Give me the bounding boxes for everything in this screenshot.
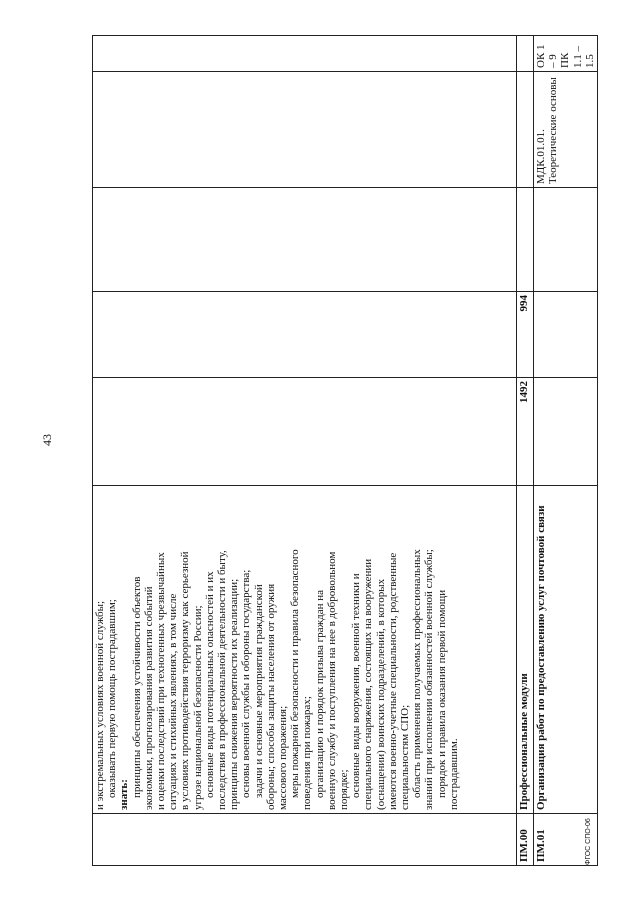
- footer-label: ФГОС СПО-06: [585, 818, 592, 865]
- content-line: и оценки последствий при техногенных чрезвычайных: [155, 552, 168, 810]
- content-line: массового поражения;: [277, 705, 290, 810]
- content-cell: [93, 486, 517, 814]
- empty-cell: [517, 36, 534, 72]
- content-line: угрозе национальной безопасности России;: [191, 605, 204, 810]
- module-name: Профессиональные модули: [517, 486, 534, 814]
- content-line: порядок и правила оказания первой помощи: [435, 589, 448, 798]
- module-name: Организация работ по предоставлению услуг почтовой связи: [534, 486, 598, 814]
- class-hours-cell: [93, 292, 517, 378]
- ok-codes: ОК 1 – 9: [535, 44, 560, 68]
- module-code: ПМ.00: [517, 814, 534, 866]
- content-line: оказывать первую помощь пострадавшим;: [106, 599, 119, 798]
- max-hours-cell: [93, 378, 517, 486]
- content-line: принципы снижения вероятности их реализации;: [228, 578, 241, 810]
- content-line: организацию и порядок призыва граждан на: [313, 590, 326, 798]
- content-line: ситуациях и стихийных явлениях, в том числе: [167, 593, 180, 810]
- empty-cell: [534, 378, 598, 486]
- content-line: основы военной службы и обороны государства;: [240, 569, 253, 798]
- curriculum-table: [92, 35, 598, 866]
- mdk-name: Теоретические основы: [547, 77, 560, 184]
- content-line: обороны; способы защиты населения от оружия: [264, 583, 277, 810]
- table-row: [534, 36, 598, 866]
- content-line: меры пожарной безопасности и правила безопасного: [289, 549, 302, 798]
- empty-cell: [534, 292, 598, 378]
- empty-cell: [517, 188, 534, 292]
- max-hours-value: 1492: [517, 378, 534, 486]
- content-line: пострадавшим.: [447, 738, 460, 810]
- content-line: задачи и основные мероприятия гражданской: [252, 584, 265, 798]
- content-line: (оснащении) воинских подразделений, в которых: [374, 578, 387, 810]
- content-line: знать:: [118, 779, 131, 810]
- mdk-cell: [534, 72, 598, 188]
- content-line: последствия в профессиональной деятельности и быту,: [216, 550, 229, 810]
- content-line: в условиях противодействия терроризму как серьезной: [179, 551, 192, 810]
- table-row: [517, 36, 534, 866]
- content-line: принципы обеспечения устойчивости объектов: [130, 576, 143, 798]
- mdk-cell: [93, 72, 517, 188]
- empty-cell: [534, 188, 598, 292]
- content-line: и экстремальных условиях военной службы;: [94, 600, 106, 810]
- content-line: специальностям СПО;: [399, 704, 412, 810]
- content-line: основные виды вооружения, военной техники и: [350, 573, 363, 798]
- content-line: знаний при исполнении обязанностей военной службы;: [423, 549, 436, 810]
- code-cell: [93, 814, 517, 866]
- content-line: поведения при пожарах;: [301, 696, 314, 810]
- competence-cell: [534, 36, 598, 72]
- content-line: имеются военно-учетные специальности, родственные: [386, 552, 399, 810]
- table-row: [93, 36, 517, 866]
- class-hours-value: 994: [517, 292, 534, 378]
- mdk-code: МДК.01.01.: [535, 129, 547, 184]
- content-line: основные виды потенциальных опасностей и их: [203, 571, 216, 798]
- content-line: экономики, прогнозирования развития событий: [142, 586, 155, 810]
- discipline-cell: [93, 188, 517, 292]
- competence-cell: [93, 36, 517, 72]
- empty-cell: [517, 72, 534, 188]
- content-line: специального снаряжения, состоящих на вооружении: [362, 558, 375, 810]
- content-line: военную службу и поступления на нее в добровольном: [325, 551, 338, 810]
- pk-codes: ПК 1.1 – 1.5: [559, 46, 596, 68]
- page-number: 43: [40, 434, 54, 446]
- content-line: область применения получаемых профессиональных: [411, 549, 424, 798]
- content-line: порядке;: [338, 769, 351, 810]
- module-code: ПМ.01: [534, 814, 598, 866]
